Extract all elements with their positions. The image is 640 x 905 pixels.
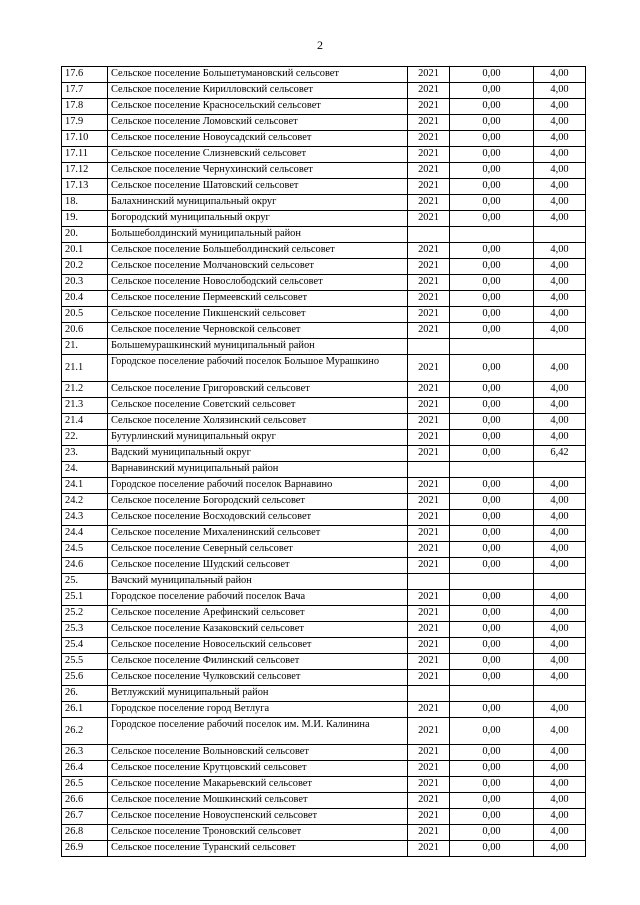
year-cell: 2021 (408, 809, 450, 825)
row-number-cell: 21.4 (62, 414, 108, 430)
municipality-name-cell: Вадский муниципальный округ (108, 446, 408, 462)
value-2-cell: 4,00 (534, 590, 586, 606)
value-1-cell: 0,00 (450, 446, 534, 462)
table-row (62, 211, 586, 227)
year-cell: 2021 (408, 841, 450, 857)
table-row (62, 83, 586, 99)
page-number: 2 (317, 38, 323, 52)
year-cell (408, 574, 450, 590)
municipality-name-cell: Вачский муниципальный район (108, 574, 408, 590)
year-cell: 2021 (408, 179, 450, 195)
row-number-cell: 22. (62, 430, 108, 446)
value-1-cell: 0,00 (450, 841, 534, 857)
table-row (62, 718, 586, 745)
value-2-cell (534, 227, 586, 243)
row-number-cell: 19. (62, 211, 108, 227)
municipality-name-cell: Сельское поселение Советский сельсовет (108, 398, 408, 414)
municipality-name-cell: Сельское поселение Богородский сельсовет (108, 494, 408, 510)
municipality-name-cell: Сельское поселение Троновский сельсовет (108, 825, 408, 841)
municipality-name-cell: Сельское поселение Михаленинский сельсовет (108, 526, 408, 542)
year-cell: 2021 (408, 83, 450, 99)
row-number-cell: 26.9 (62, 841, 108, 857)
year-cell (408, 227, 450, 243)
table-row (62, 446, 586, 462)
row-number-cell: 26.6 (62, 793, 108, 809)
value-1-cell: 0,00 (450, 478, 534, 494)
value-1-cell: 0,00 (450, 638, 534, 654)
row-number-cell: 25.6 (62, 670, 108, 686)
year-cell: 2021 (408, 355, 450, 382)
row-number-cell: 24.6 (62, 558, 108, 574)
row-number-cell: 17.12 (62, 163, 108, 179)
year-cell: 2021 (408, 558, 450, 574)
value-2-cell: 4,00 (534, 414, 586, 430)
table-row (62, 382, 586, 398)
row-number-cell: 17.10 (62, 131, 108, 147)
table-row (62, 398, 586, 414)
value-1-cell: 0,00 (450, 291, 534, 307)
row-number-cell: 26. (62, 686, 108, 702)
year-cell: 2021 (408, 654, 450, 670)
row-number-cell: 25.1 (62, 590, 108, 606)
value-1-cell: 0,00 (450, 211, 534, 227)
value-2-cell: 4,00 (534, 654, 586, 670)
value-1-cell: 0,00 (450, 761, 534, 777)
table-row (62, 430, 586, 446)
table-row (62, 702, 586, 718)
value-1-cell: 0,00 (450, 323, 534, 339)
table-row (62, 355, 586, 382)
row-number-cell: 25.4 (62, 638, 108, 654)
table-row (62, 825, 586, 841)
municipality-name-cell: Сельское поселение Шудский сельсовет (108, 558, 408, 574)
table-body (62, 67, 586, 857)
value-1-cell: 0,00 (450, 243, 534, 259)
row-number-cell: 20.2 (62, 259, 108, 275)
value-2-cell: 4,00 (534, 259, 586, 275)
municipality-name-cell: Сельское поселение Мошкинский сельсовет (108, 793, 408, 809)
table-row (62, 793, 586, 809)
table-row (62, 275, 586, 291)
row-number-cell: 20.3 (62, 275, 108, 291)
value-2-cell: 4,00 (534, 510, 586, 526)
value-1-cell: 0,00 (450, 307, 534, 323)
value-2-cell: 4,00 (534, 382, 586, 398)
row-number-cell: 20.4 (62, 291, 108, 307)
table-row (62, 115, 586, 131)
row-number-cell: 25.5 (62, 654, 108, 670)
municipality-name-cell: Бутурлинский муниципальный округ (108, 430, 408, 446)
value-2-cell: 4,00 (534, 99, 586, 115)
table-row (62, 841, 586, 857)
value-1-cell: 0,00 (450, 793, 534, 809)
year-cell: 2021 (408, 243, 450, 259)
table-row (62, 99, 586, 115)
table-row (62, 809, 586, 825)
municipality-name-cell: Сельское поселение Слизневский сельсовет (108, 147, 408, 163)
municipality-name-cell: Сельское поселение Казаковский сельсовет (108, 622, 408, 638)
year-cell: 2021 (408, 622, 450, 638)
row-number-cell: 24.4 (62, 526, 108, 542)
municipality-name-cell: Варнавинский муниципальный район (108, 462, 408, 478)
table-row (62, 478, 586, 494)
year-cell: 2021 (408, 382, 450, 398)
value-2-cell: 4,00 (534, 291, 586, 307)
year-cell: 2021 (408, 115, 450, 131)
value-1-cell: 0,00 (450, 67, 534, 83)
value-2-cell (534, 339, 586, 355)
value-2-cell: 4,00 (534, 793, 586, 809)
value-1-cell: 0,00 (450, 558, 534, 574)
table-row (62, 243, 586, 259)
municipality-name-cell: Сельское поселение Пикшенский сельсовет (108, 307, 408, 323)
value-2-cell: 4,00 (534, 558, 586, 574)
year-cell: 2021 (408, 478, 450, 494)
table-row (62, 606, 586, 622)
row-number-cell: 25. (62, 574, 108, 590)
municipality-name-cell: Сельское поселение Григоровский сельсовет (108, 382, 408, 398)
row-number-cell: 17.7 (62, 83, 108, 99)
value-2-cell: 4,00 (534, 622, 586, 638)
year-cell: 2021 (408, 99, 450, 115)
municipality-name-cell: Сельское поселение Кирилловский сельсовет (108, 83, 408, 99)
row-number-cell: 26.7 (62, 809, 108, 825)
municipality-name-cell: Сельское поселение Туранский сельсовет (108, 841, 408, 857)
year-cell (408, 686, 450, 702)
value-1-cell: 0,00 (450, 131, 534, 147)
value-2-cell: 4,00 (534, 777, 586, 793)
table-row (62, 291, 586, 307)
municipality-name-cell: Городское поселение город Ветлуга (108, 702, 408, 718)
year-cell: 2021 (408, 398, 450, 414)
municipality-name-cell: Сельское поселение Волыновский сельсовет (108, 745, 408, 761)
value-1-cell: 0,00 (450, 275, 534, 291)
value-2-cell: 4,00 (534, 542, 586, 558)
municipality-name-cell: Сельское поселение Восходовский сельсовет (108, 510, 408, 526)
municipality-name-cell: Сельское поселение Филинский сельсовет (108, 654, 408, 670)
value-1-cell: 0,00 (450, 510, 534, 526)
year-cell: 2021 (408, 259, 450, 275)
table-row (62, 131, 586, 147)
row-number-cell: 25.2 (62, 606, 108, 622)
value-2-cell: 4,00 (534, 243, 586, 259)
table-row (62, 558, 586, 574)
year-cell: 2021 (408, 307, 450, 323)
year-cell: 2021 (408, 670, 450, 686)
municipality-name-cell: Сельское поселение Чернухинский сельсовет (108, 163, 408, 179)
table-row (62, 745, 586, 761)
row-number-cell: 23. (62, 446, 108, 462)
value-2-cell: 4,00 (534, 115, 586, 131)
row-number-cell: 24.2 (62, 494, 108, 510)
table-row (62, 686, 586, 702)
row-number-cell: 21.1 (62, 355, 108, 382)
value-2-cell: 4,00 (534, 825, 586, 841)
year-cell: 2021 (408, 761, 450, 777)
municipality-name-cell: Большемурашкинский муниципальный район (108, 339, 408, 355)
municipality-name-cell: Большеболдинский муниципальный район (108, 227, 408, 243)
value-1-cell: 0,00 (450, 745, 534, 761)
municipality-name-cell: Сельское поселение Новоуспенский сельсовет (108, 809, 408, 825)
value-1-cell: 0,00 (450, 83, 534, 99)
value-1-cell: 0,00 (450, 809, 534, 825)
municipality-name-cell: Сельское поселение Макарьевский сельсовет (108, 777, 408, 793)
row-number-cell: 25.3 (62, 622, 108, 638)
value-2-cell: 4,00 (534, 478, 586, 494)
value-2-cell: 6,42 (534, 446, 586, 462)
table-row (62, 654, 586, 670)
value-2-cell: 4,00 (534, 430, 586, 446)
year-cell: 2021 (408, 745, 450, 761)
value-2-cell: 4,00 (534, 131, 586, 147)
table-row (62, 323, 586, 339)
value-1-cell: 0,00 (450, 670, 534, 686)
value-1-cell (450, 574, 534, 590)
table-row (62, 462, 586, 478)
municipality-name-cell: Городское поселение рабочий поселок Вача (108, 590, 408, 606)
municipality-name-cell: Сельское поселение Ломовский сельсовет (108, 115, 408, 131)
value-2-cell: 4,00 (534, 147, 586, 163)
municipality-name-cell: Городское поселение рабочий поселок Большое Мурашкино (108, 355, 408, 382)
table-row (62, 622, 586, 638)
value-2-cell: 4,00 (534, 526, 586, 542)
table-row (62, 163, 586, 179)
row-number-cell: 26.4 (62, 761, 108, 777)
value-2-cell: 4,00 (534, 163, 586, 179)
table-row (62, 67, 586, 83)
value-2-cell: 4,00 (534, 809, 586, 825)
value-1-cell: 0,00 (450, 825, 534, 841)
row-number-cell: 26.2 (62, 718, 108, 745)
table-row (62, 195, 586, 211)
row-number-cell: 24. (62, 462, 108, 478)
year-cell: 2021 (408, 825, 450, 841)
table-row (62, 526, 586, 542)
table-row (62, 494, 586, 510)
value-2-cell: 4,00 (534, 638, 586, 654)
value-1-cell: 0,00 (450, 115, 534, 131)
year-cell: 2021 (408, 606, 450, 622)
table-row (62, 670, 586, 686)
year-cell: 2021 (408, 718, 450, 745)
municipality-name-cell: Сельское поселение Пермеевский сельсовет (108, 291, 408, 307)
table-row (62, 542, 586, 558)
municipality-name-cell: Сельское поселение Арефинский сельсовет (108, 606, 408, 622)
value-1-cell: 0,00 (450, 398, 534, 414)
table-row (62, 307, 586, 323)
table-row (62, 147, 586, 163)
value-1-cell: 0,00 (450, 542, 534, 558)
value-1-cell: 0,00 (450, 702, 534, 718)
year-cell: 2021 (408, 526, 450, 542)
value-2-cell: 4,00 (534, 275, 586, 291)
row-number-cell: 20. (62, 227, 108, 243)
year-cell: 2021 (408, 414, 450, 430)
municipality-name-cell: Городское поселение рабочий поселок Варнавино (108, 478, 408, 494)
value-2-cell: 4,00 (534, 841, 586, 857)
value-2-cell: 4,00 (534, 323, 586, 339)
year-cell: 2021 (408, 510, 450, 526)
year-cell: 2021 (408, 430, 450, 446)
row-number-cell: 26.5 (62, 777, 108, 793)
value-1-cell: 0,00 (450, 777, 534, 793)
table-row (62, 227, 586, 243)
value-2-cell: 4,00 (534, 494, 586, 510)
row-number-cell: 21.2 (62, 382, 108, 398)
municipality-name-cell: Сельское поселение Шатовский сельсовет (108, 179, 408, 195)
municipality-rates-table (61, 66, 586, 857)
value-1-cell: 0,00 (450, 590, 534, 606)
value-1-cell (450, 339, 534, 355)
table-row (62, 777, 586, 793)
year-cell: 2021 (408, 275, 450, 291)
municipality-name-cell: Сельское поселение Большеболдинский сельсовет (108, 243, 408, 259)
year-cell: 2021 (408, 702, 450, 718)
value-1-cell: 0,00 (450, 382, 534, 398)
value-2-cell: 4,00 (534, 211, 586, 227)
row-number-cell: 21.3 (62, 398, 108, 414)
municipality-name-cell: Сельское поселение Новосельский сельсовет (108, 638, 408, 654)
value-1-cell: 0,00 (450, 414, 534, 430)
year-cell (408, 462, 450, 478)
table-row (62, 638, 586, 654)
table-row (62, 761, 586, 777)
value-1-cell: 0,00 (450, 355, 534, 382)
year-cell: 2021 (408, 446, 450, 462)
municipality-name-cell: Ветлужский муниципальный район (108, 686, 408, 702)
value-1-cell: 0,00 (450, 430, 534, 446)
value-2-cell: 4,00 (534, 398, 586, 414)
value-1-cell: 0,00 (450, 526, 534, 542)
value-2-cell: 4,00 (534, 606, 586, 622)
value-1-cell (450, 462, 534, 478)
year-cell: 2021 (408, 638, 450, 654)
year-cell: 2021 (408, 291, 450, 307)
year-cell: 2021 (408, 777, 450, 793)
municipality-name-cell: Сельское поселение Молчановский сельсовет (108, 259, 408, 275)
value-1-cell: 0,00 (450, 179, 534, 195)
table-row (62, 259, 586, 275)
municipality-name-cell: Балахнинский муниципальный округ (108, 195, 408, 211)
table-row (62, 339, 586, 355)
year-cell: 2021 (408, 131, 450, 147)
year-cell: 2021 (408, 590, 450, 606)
value-1-cell: 0,00 (450, 195, 534, 211)
value-2-cell (534, 462, 586, 478)
value-2-cell: 4,00 (534, 195, 586, 211)
value-1-cell (450, 686, 534, 702)
value-2-cell: 4,00 (534, 355, 586, 382)
year-cell: 2021 (408, 147, 450, 163)
row-number-cell: 17.8 (62, 99, 108, 115)
municipality-name-cell: Сельское поселение Холязинский сельсовет (108, 414, 408, 430)
value-2-cell: 4,00 (534, 745, 586, 761)
municipality-name-cell: Сельское поселение Новоусадский сельсовет (108, 131, 408, 147)
value-1-cell: 0,00 (450, 494, 534, 510)
year-cell: 2021 (408, 163, 450, 179)
row-number-cell: 17.9 (62, 115, 108, 131)
municipality-name-cell: Сельское поселение Красносельский сельсовет (108, 99, 408, 115)
value-1-cell: 0,00 (450, 259, 534, 275)
table-row (62, 590, 586, 606)
municipality-name-cell: Сельское поселение Чулковский сельсовет (108, 670, 408, 686)
value-2-cell: 4,00 (534, 307, 586, 323)
row-number-cell: 21. (62, 339, 108, 355)
value-1-cell: 0,00 (450, 622, 534, 638)
municipality-name-cell: Сельское поселение Новослободский сельсовет (108, 275, 408, 291)
row-number-cell: 24.5 (62, 542, 108, 558)
value-1-cell: 0,00 (450, 147, 534, 163)
table-row (62, 574, 586, 590)
row-number-cell: 26.8 (62, 825, 108, 841)
municipality-name-cell: Богородский муниципальный округ (108, 211, 408, 227)
row-number-cell: 17.13 (62, 179, 108, 195)
year-cell: 2021 (408, 67, 450, 83)
year-cell: 2021 (408, 542, 450, 558)
table-row (62, 414, 586, 430)
value-2-cell (534, 574, 586, 590)
year-cell: 2021 (408, 195, 450, 211)
row-number-cell: 26.1 (62, 702, 108, 718)
row-number-cell: 17.6 (62, 67, 108, 83)
year-cell: 2021 (408, 793, 450, 809)
value-2-cell: 4,00 (534, 670, 586, 686)
value-2-cell: 4,00 (534, 83, 586, 99)
row-number-cell: 24.3 (62, 510, 108, 526)
year-cell: 2021 (408, 323, 450, 339)
municipality-name-cell: Городское поселение рабочий поселок им. М.И. Калинина (108, 718, 408, 745)
value-1-cell: 0,00 (450, 99, 534, 115)
table-row (62, 510, 586, 526)
value-2-cell (534, 686, 586, 702)
row-number-cell: 18. (62, 195, 108, 211)
value-2-cell: 4,00 (534, 67, 586, 83)
municipality-name-cell: Сельское поселение Крутцовский сельсовет (108, 761, 408, 777)
value-1-cell: 0,00 (450, 606, 534, 622)
row-number-cell: 20.1 (62, 243, 108, 259)
row-number-cell: 17.11 (62, 147, 108, 163)
table-row (62, 179, 586, 195)
value-2-cell: 4,00 (534, 702, 586, 718)
row-number-cell: 20.5 (62, 307, 108, 323)
row-number-cell: 26.3 (62, 745, 108, 761)
municipality-name-cell: Сельское поселение Черновской сельсовет (108, 323, 408, 339)
row-number-cell: 20.6 (62, 323, 108, 339)
year-cell: 2021 (408, 211, 450, 227)
municipality-name-cell: Сельское поселение Большетумановский сельсовет (108, 67, 408, 83)
value-2-cell: 4,00 (534, 761, 586, 777)
value-1-cell: 0,00 (450, 163, 534, 179)
row-number-cell: 24.1 (62, 478, 108, 494)
value-2-cell: 4,00 (534, 179, 586, 195)
value-2-cell: 4,00 (534, 718, 586, 745)
municipality-name-cell: Сельское поселение Северный сельсовет (108, 542, 408, 558)
value-1-cell: 0,00 (450, 718, 534, 745)
value-1-cell: 0,00 (450, 654, 534, 670)
year-cell: 2021 (408, 494, 450, 510)
year-cell (408, 339, 450, 355)
value-1-cell (450, 227, 534, 243)
